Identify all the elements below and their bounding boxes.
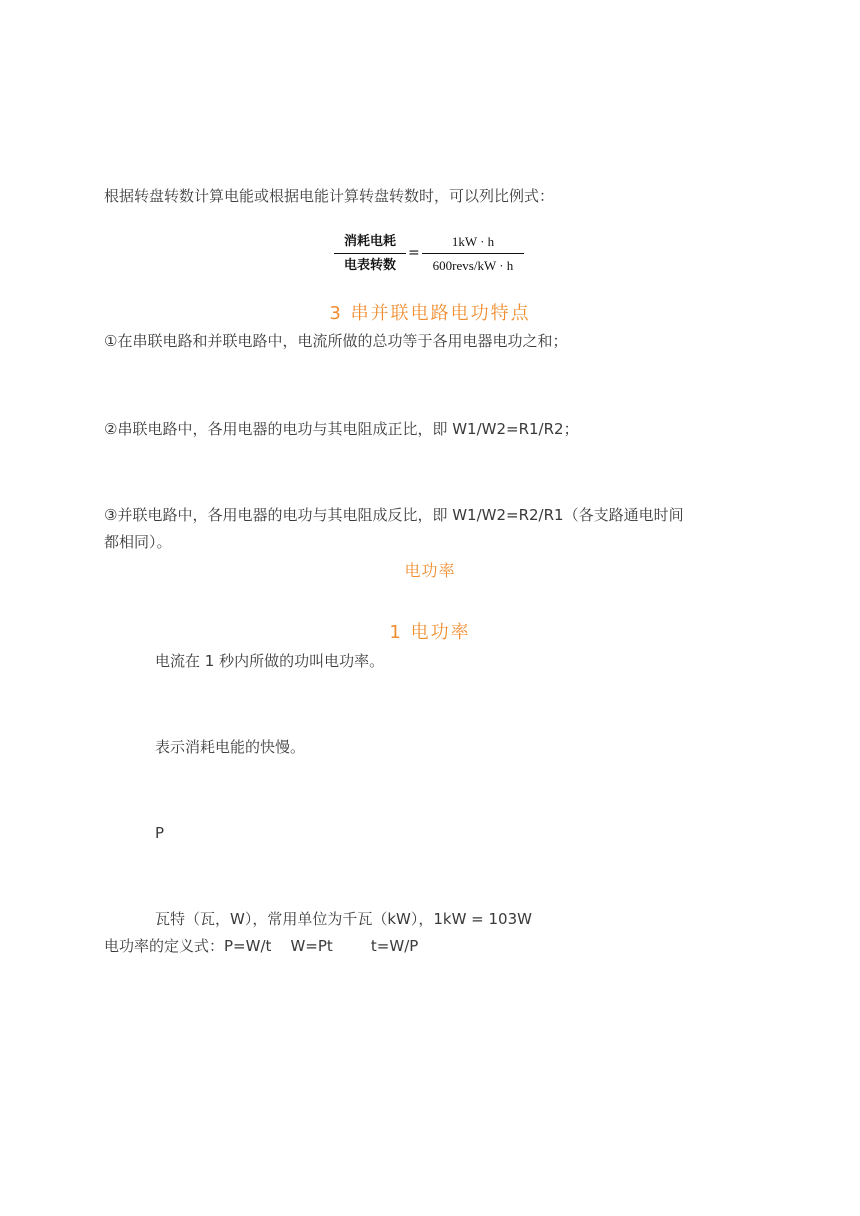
formula-equals-sign: = (408, 245, 420, 261)
definition-formulas-text: 电功率的定义式：P=W/t W=Pt t=W/P (104, 937, 419, 955)
item-3-text-line2: 都相同）。 (104, 533, 172, 551)
formula-lhs-denominator: 电表转数 (343, 258, 396, 273)
proportion-intro-text: 根据转盘转数计算电能或根据电能计算转盘转数时，可以列比例式： (104, 187, 555, 205)
section-heading-electric-power: 1 电功率 (389, 622, 471, 643)
proportion-formula (334, 232, 524, 278)
formula-lhs-numerator: 消耗电耗 (343, 234, 396, 249)
formula-rhs-fraction (422, 232, 524, 276)
item-3-text-line1: ③并联电路中，各用电器的电功与其电阻成反比，即 W1/W2=R2/R1（各支路通电时间 (104, 506, 684, 524)
item-1-text: ①在串联电路和并联电路中，电流所做的总功等于各用电器电功之和； (104, 332, 568, 350)
section-heading-series-parallel: 3 串并联电路电功特点 (329, 303, 531, 324)
symbol-text: P (155, 824, 165, 842)
fraction-bar (422, 253, 524, 254)
formula-rhs-numerator: 1kW · h (451, 234, 495, 249)
item-2-text: ②串联电路中，各用电器的电功与其电阻成正比，即 W1/W2=R1/R2； (104, 420, 579, 438)
formula-lhs-fraction (334, 232, 406, 276)
formula-rhs-denominator: 600revs/kW · h (432, 258, 514, 273)
meaning-text: 表示消耗电能的快慢。 (155, 738, 306, 756)
units-text: 瓦特（瓦，W），常用单位为千瓦（kW），1kW = 103W (155, 910, 532, 928)
fraction-bar (334, 253, 406, 254)
definition-text: 电流在 1 秒内所做的功叫电功率。 (155, 652, 385, 670)
chapter-title-electric-power: 电功率 (404, 561, 456, 580)
